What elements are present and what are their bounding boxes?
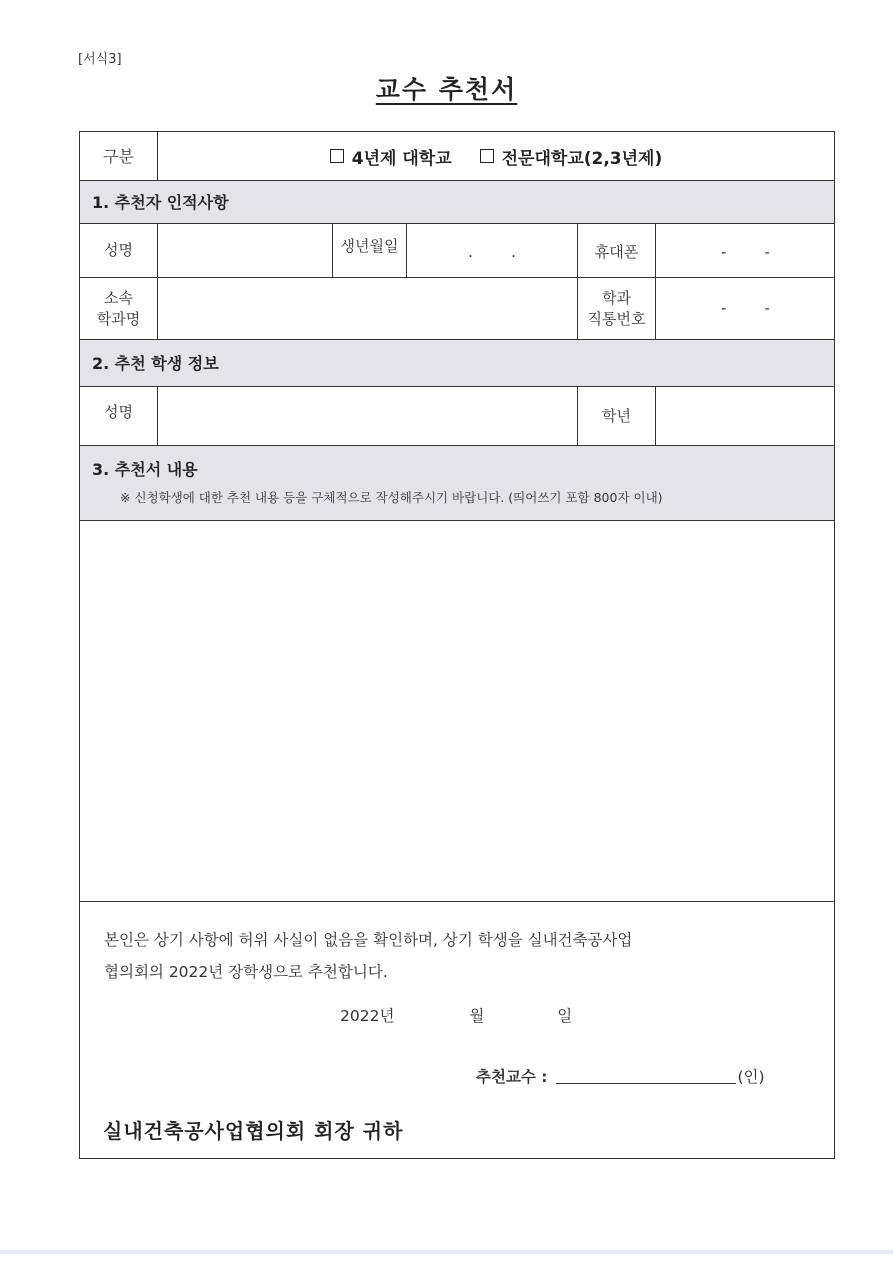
dept-phone-label-line2: 직통번호	[587, 309, 646, 328]
category-options	[158, 132, 834, 180]
scan-edge	[0, 1250, 893, 1254]
student-name-label: 성명	[104, 402, 133, 421]
signature-label: 추천교수 :	[476, 1068, 548, 1086]
section3-note: ※ 신청학생에 대한 추천 내용 등을 구체적으로 작성해주시기 바랍니다. (띄어쓰기 포함 800자 이내)	[120, 490, 663, 505]
recommender-name-field[interactable]	[158, 224, 332, 277]
mobile-field[interactable]: - -	[721, 243, 770, 261]
mobile-label: 휴대폰	[594, 243, 639, 261]
grade-field[interactable]	[656, 387, 835, 445]
student-name-field[interactable]	[158, 387, 577, 445]
checkbox-icon[interactable]	[480, 149, 494, 163]
affiliation-label-line1: 소속	[104, 288, 133, 307]
grade-label: 학년	[602, 406, 631, 425]
affiliation-field[interactable]	[158, 278, 577, 339]
dept-phone-field[interactable]: - -	[721, 299, 770, 317]
rule	[79, 445, 835, 446]
category-label: 구분	[103, 146, 134, 166]
page-title-wrap	[0, 70, 893, 106]
seal-mark: (인)	[737, 1068, 765, 1086]
section3-heading: 3. 추천서 내용	[92, 460, 198, 479]
signature-line	[476, 1065, 765, 1087]
recommender-name-label: 성명	[104, 241, 133, 259]
recommendation-content-area[interactable]	[80, 521, 834, 901]
addressee: 실내건축공사업협의회 회장 귀하	[103, 1119, 404, 1143]
dept-phone-label-line1: 학과	[602, 288, 631, 307]
checkbox-icon[interactable]	[330, 149, 344, 163]
option-junior-college-label: 전문대학교(2,3년제)	[501, 148, 663, 169]
rule	[79, 180, 835, 181]
rule	[79, 901, 835, 902]
signature-field[interactable]	[556, 1069, 736, 1084]
date-day: 일	[557, 1007, 573, 1025]
option-junior-college[interactable]	[480, 144, 663, 169]
birth-label: 생년월일	[340, 237, 399, 255]
birth-field[interactable]: . .	[468, 243, 516, 261]
option-four-year[interactable]	[330, 144, 452, 169]
form-code: [서식3]	[78, 52, 122, 67]
declaration	[104, 924, 804, 988]
date-month: 월	[469, 1007, 485, 1025]
option-four-year-label: 4년제 대학교	[351, 148, 452, 169]
section1-heading: 1. 추천자 인적사항	[92, 193, 229, 212]
section2-heading: 2. 추천 학생 정보	[92, 354, 219, 373]
rule	[79, 339, 835, 340]
declaration-line2: 협의회의 2022년 장학생으로 추천합니다.	[104, 963, 388, 981]
affiliation-label-line2: 학과명	[96, 309, 141, 328]
date-year: 2022년	[340, 1007, 395, 1025]
declaration-line1: 본인은 상기 사항에 허위 사실이 없음을 확인하며, 상기 학생을 실내건축공사업	[104, 931, 633, 949]
dept-phone-label	[578, 278, 655, 339]
date-line	[340, 1004, 572, 1026]
affiliation-label	[80, 278, 157, 339]
page-title: 교수 추천서	[375, 75, 518, 104]
